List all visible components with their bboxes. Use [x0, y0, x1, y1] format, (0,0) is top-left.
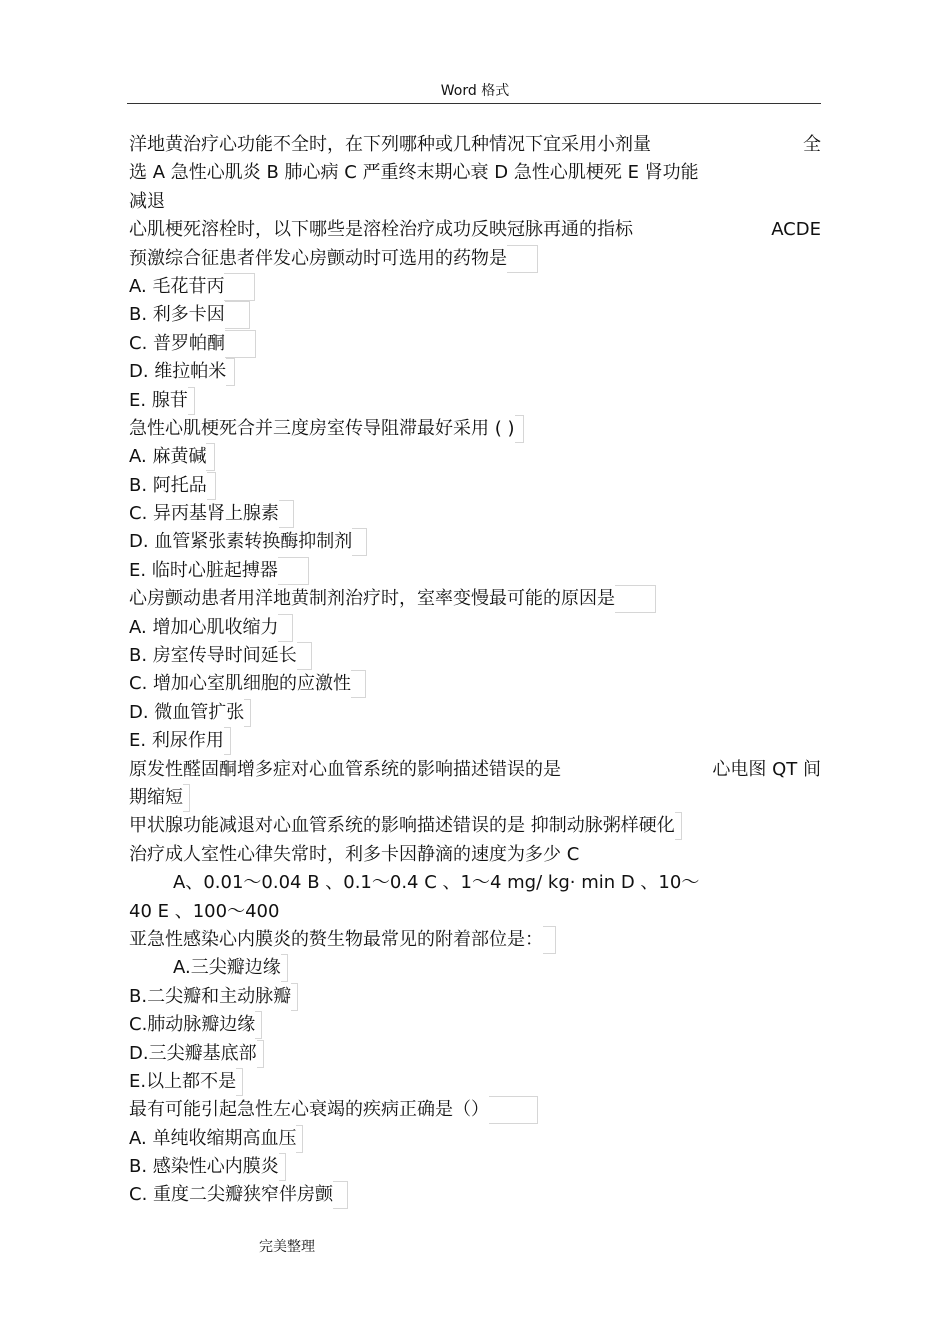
option-line: B. 感染性心内膜炎 [129, 1153, 821, 1181]
option-line: D. 微血管扩张 [129, 699, 821, 727]
option-line: B.二尖瓣和主动脉瓣 [129, 983, 821, 1011]
option-line: C.肺动脉瓣边缘 [129, 1011, 821, 1039]
text-line: 亚急性感染心内膜炎的赘生物最常见的附着部位是： [129, 926, 821, 954]
text-line: A、0.01～0.04 B 、0.1～0.4 C 、1～4 mg/ kg· min D 、10～ [173, 872, 700, 894]
option-line: A. 毛花苷丙 [129, 273, 821, 301]
option-line: C. 异丙基肾上腺素 [129, 500, 821, 528]
text-line: 治疗成人室性心律失常时，利多卡因静滴的速度为多少 C [129, 843, 580, 865]
text-line: 选 A 急性心肌炎 B 肺心病 C 严重终末期心衰 D 急性心肌梗死 E 肾功能 [129, 162, 699, 184]
option-line: D.三尖瓣基底部 [129, 1040, 821, 1068]
option-line: A.三尖瓣边缘 [129, 954, 821, 982]
option-line: C. 普罗帕酮 [129, 330, 821, 358]
text-line: 期缩短 [129, 784, 821, 812]
option-line: B. 阿托品 [129, 472, 821, 500]
text-line: 急性心肌梗死合并三度房室传导阻滞最好采用 ( ) [129, 415, 821, 443]
option-line: D. 维拉帕米 [129, 358, 821, 386]
option-line: B. 利多卡因 [129, 301, 821, 329]
text-line: 洋地黄治疗心功能不全时，在下列哪种或几种情况下宜采用小剂量 全 [129, 134, 821, 155]
page-footer: 完美整理 [259, 1239, 315, 1255]
document-body [129, 131, 821, 1210]
page-header: Word 格式 [440, 83, 510, 99]
option-line: D. 血管紧张素转换酶抑制剂 [129, 528, 821, 556]
text-line: 甲状腺功能减退对心血管系统的影响描述错误的是 抑制动脉粥样硬化 [129, 812, 821, 840]
option-line: B. 房室传导时间延长 [129, 642, 821, 670]
option-line: E.以上都不是 [129, 1068, 821, 1096]
text-line: 心房颤动患者用洋地黄制剂治疗时，室率变慢最可能的原因是 [129, 585, 821, 613]
text-line: 原发性醛固酮增多症对心血管系统的影响描述错误的是 心电图 QT 间 [129, 758, 821, 780]
option-line: E. 利尿作用 [129, 727, 821, 755]
option-line: E. 腺苷 [129, 387, 821, 415]
option-line: A. 单纯收缩期高血压 [129, 1125, 821, 1153]
text-line: 最有可能引起急性左心衰竭的疾病正确是（） [129, 1096, 821, 1124]
text-line: 心肌梗死溶栓时，以下哪些是溶栓治疗成功反映冠脉再通的指标 ACDE [129, 219, 821, 241]
option-line: A. 增加心肌收缩力 [129, 614, 821, 642]
option-line: A. 麻黄碱 [129, 443, 821, 471]
text-line: 40 E 、100～400 [129, 900, 280, 922]
option-line: C. 增加心室肌细胞的应激性 [129, 670, 821, 698]
text-line: 减退 [129, 190, 165, 212]
option-line: C. 重度二尖瓣狭窄伴房颤 [129, 1181, 821, 1209]
option-line: E. 临时心脏起搏器 [129, 557, 821, 585]
text-line: 预激综合征患者伴发心房颤动时可选用的药物是 [129, 245, 821, 273]
header-rule [127, 103, 821, 104]
